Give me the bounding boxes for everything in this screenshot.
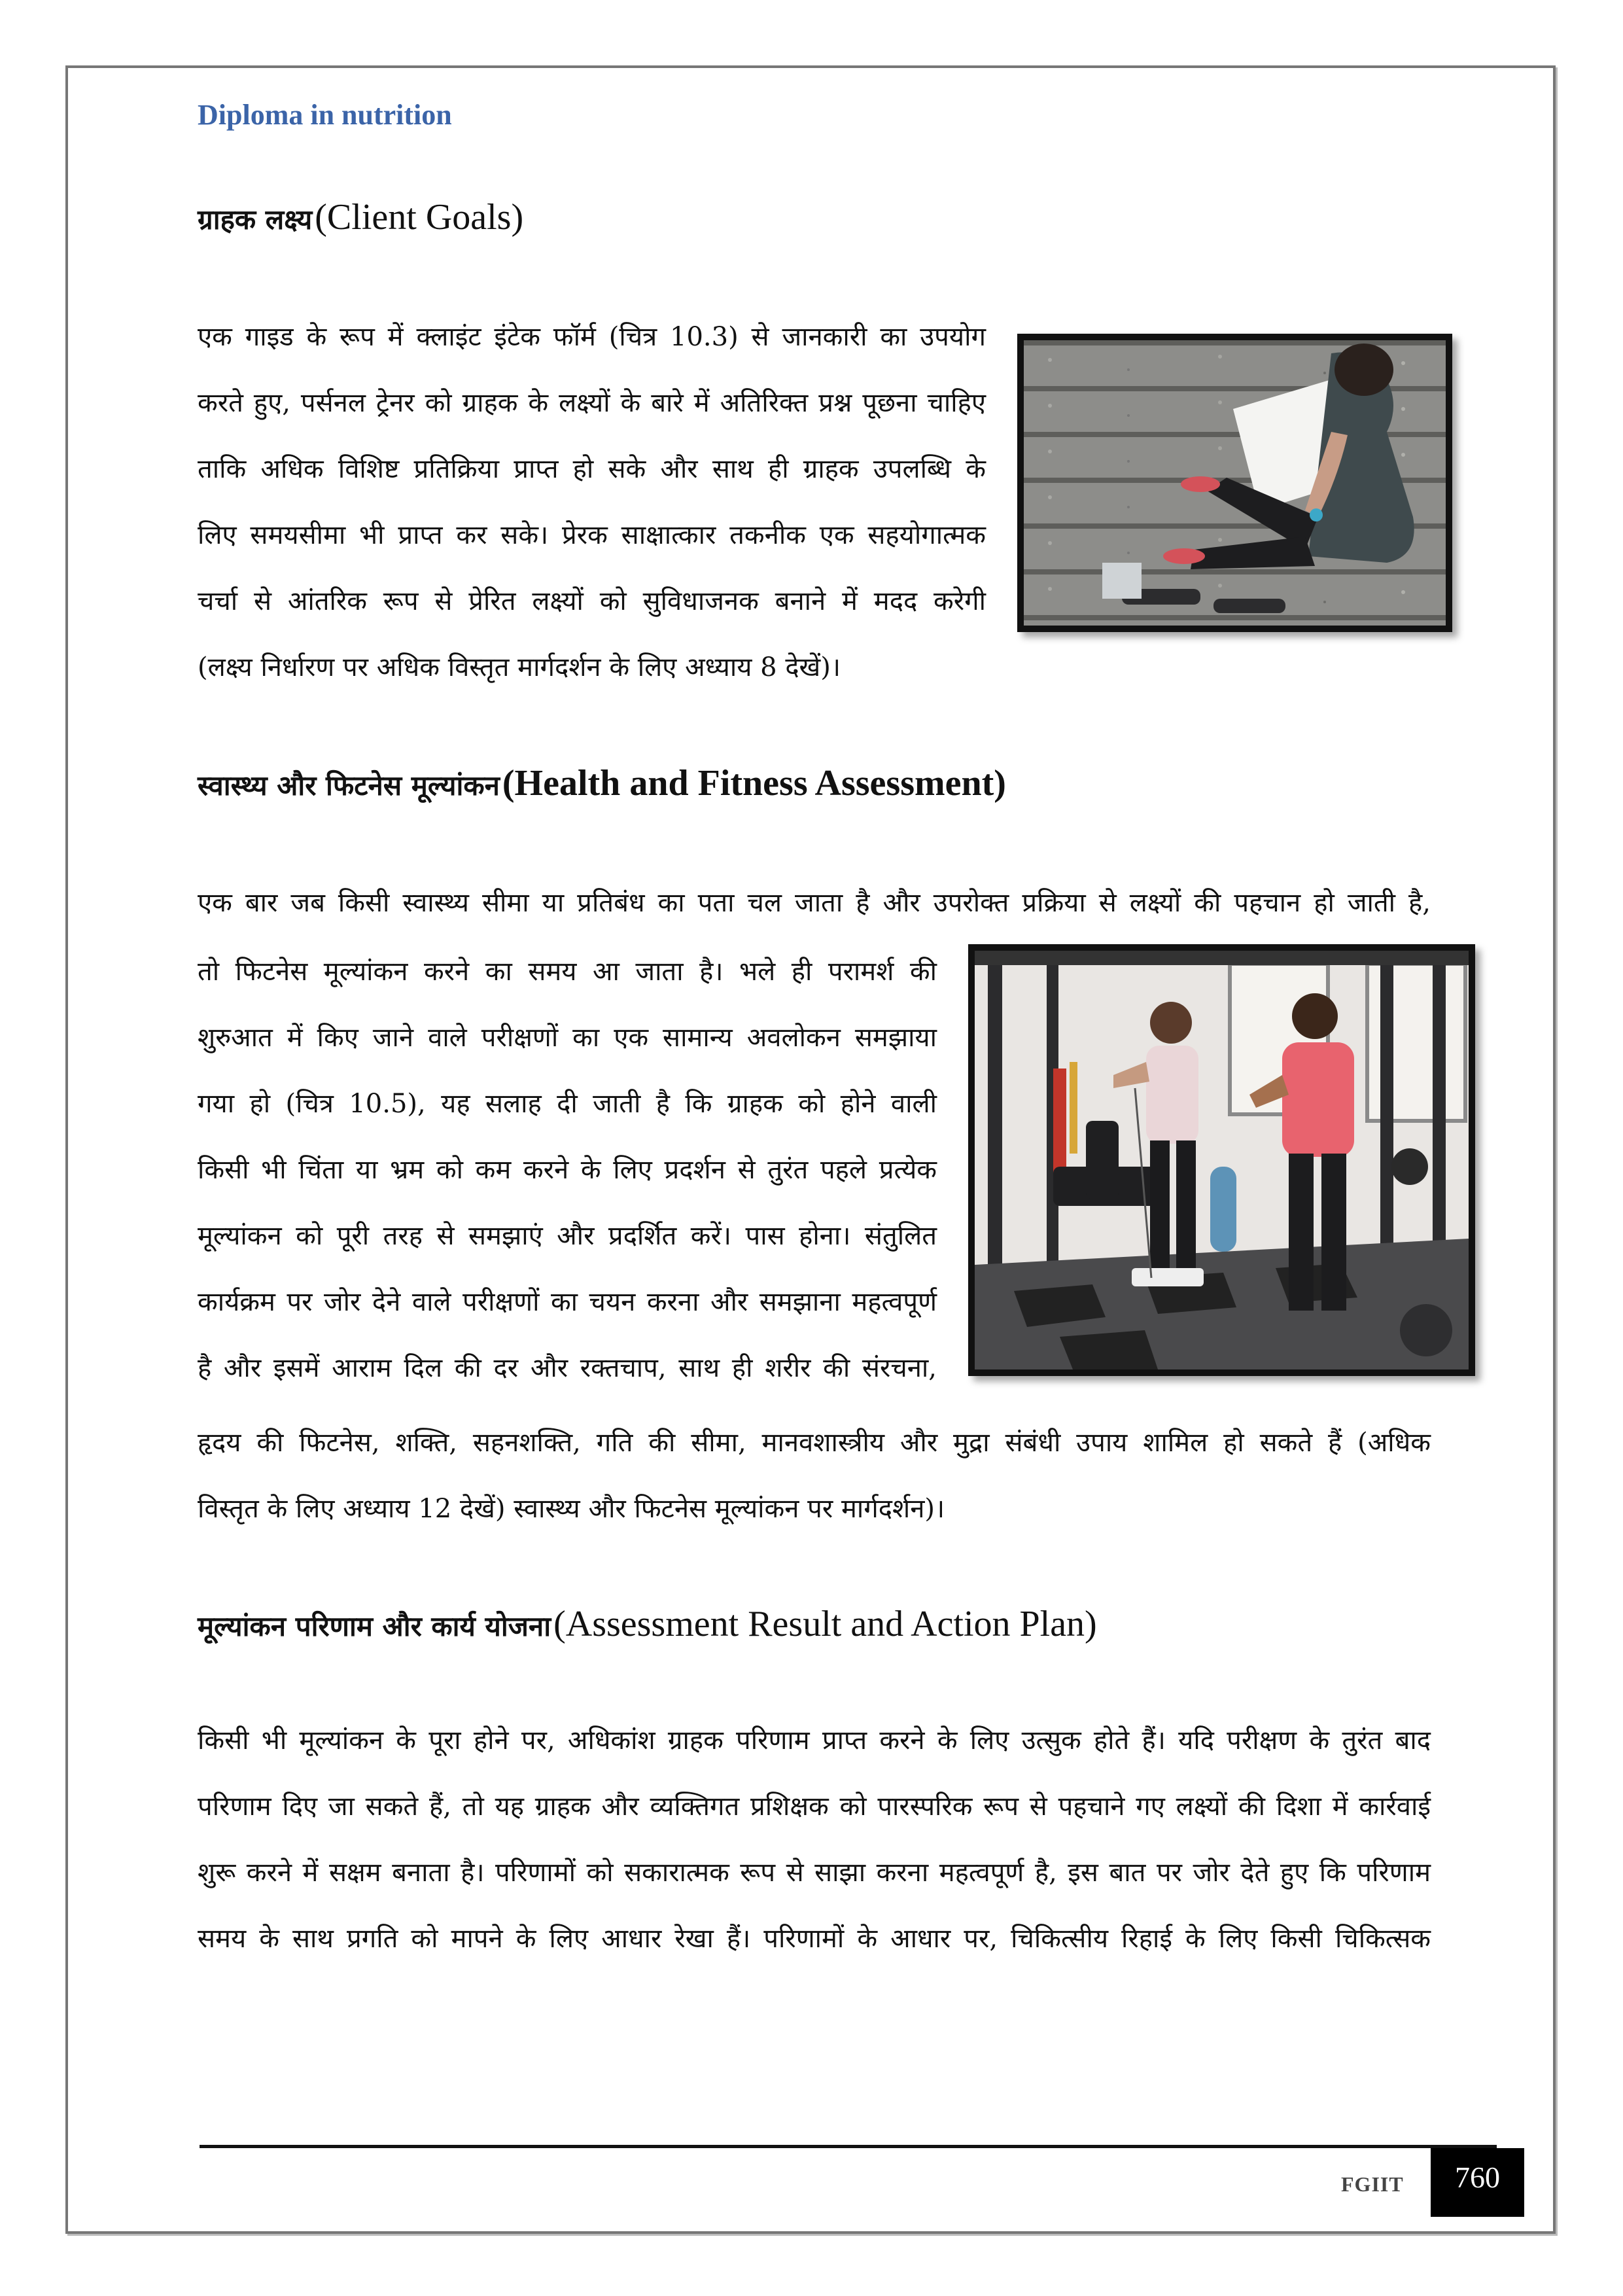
text-line: शुरुआत में किए जाने वाले परीक्षणों का एक सामान्य अवलोकन समझाया [198, 1023, 937, 1053]
text-line: समय के साथ प्रगति को मापने के लिए आधार रेखा हैं। परिणामों के आधार पर, चिकित्सीय रिहाई के लिए किसी चिकित्सक [198, 1924, 1431, 1954]
paragraph-health-fitness-tail [198, 1410, 1431, 1542]
text-line: चर्चा से आंतरिक रूप से प्रेरित लक्ष्यों को सुविधाजनक बनाने में मदद करेगी [198, 586, 986, 616]
text-line: लिए समयसीमा भी प्राप्त कर सके। प्रेरक साक्षात्कार तकनीक एक सहयोगात्मक [198, 520, 986, 550]
heading-english: (Health and Fitness Assessment) [502, 763, 1006, 804]
document-header-title: Diploma in nutrition [198, 99, 452, 131]
text-line: विस्तृत के लिए अध्याय 12 देखें) स्वास्थ्य और फिटनेस मूल्यांकन पर मार्गदर्शन)। [198, 1494, 945, 1524]
paragraph-health-fitness-wrapped [198, 939, 937, 1402]
paragraph-assessment-result [198, 1708, 1431, 1972]
text-line: किसी भी चिंता या भ्रम को कम करने के लिए प्रदर्शन से तुरंत पहले प्रत्येक [198, 1155, 937, 1185]
text-line: किसी भी मूल्यांकन के पूरा होने पर, अधिकांश ग्राहक परिणाम प्राप्त करने के लिए उत्सुक होते हैं। यदि परीक्षण के तुरंत बाद [198, 1725, 1431, 1756]
page-number-box [1431, 2148, 1524, 2217]
text-line: मूल्यांकन को पूरी तरह से समझाएं और प्रदर्शित करें। पास होना। संतुलित [198, 1221, 937, 1251]
photo-client-writing-goals [1017, 334, 1452, 632]
heading-english: (Client Goals) [315, 197, 524, 238]
text-line: एक गाइड के रूप में क्लाइंट इंटेक फॉर्म (चित्र 10.3) से जानकारी का उपयोग [198, 322, 986, 352]
client-writing-illustration [1024, 340, 1446, 626]
text-line: (लक्ष्य निर्धारण पर अधिक विस्तृत मार्गदर्शन के लिए अध्याय 8 देखें)। [198, 652, 841, 682]
section-heading-client-goals [198, 196, 523, 238]
section-heading-health-fitness [198, 762, 1006, 804]
text-line: गया हो (चित्र 10.5), यह सलाह दी जाती है कि ग्राहक को होने वाली [198, 1089, 937, 1119]
page-number: 760 [1455, 2161, 1500, 2194]
paragraph-client-goals [198, 304, 986, 701]
text-line: है और इसमें आराम दिल की दर और रक्तचाप, साथ ही शरीर की संरचना, [198, 1353, 937, 1383]
section-heading-assessment-result [198, 1603, 1097, 1645]
text-line: एक बार जब किसी स्वास्थ्य सीमा या प्रतिबंध का पता चल जाता है और उपरोक्त प्रक्रिया से लक्ष्यों की पहचान हो जाती है, [198, 888, 1431, 918]
text-line: तो फिटनेस मूल्यांकन करने का समय आ जाता है। भले ही परामर्श की [198, 957, 937, 987]
gym-assessment-illustration [975, 951, 1469, 1369]
heading-english: (Assessment Result and Action Plan) [553, 1604, 1097, 1644]
text-line: करते हुए, पर्सनल ट्रेनर को ग्राहक के लक्ष्यों के बारे में अतिरिक्त प्रश्न पूछना चाहिए [198, 388, 986, 418]
footer-divider [200, 2145, 1497, 2148]
photo-gym-fitness-assessment [968, 944, 1475, 1376]
paragraph-health-fitness-line1 [198, 870, 1431, 936]
text-line: परिणाम दिए जा सकते हैं, तो यह ग्राहक और व्यक्तिगत प्रशिक्षक को पारस्परिक रूप से पहचाने गए लक्ष्यों की दिशा में कार्रवाई [198, 1792, 1431, 1822]
text-line: हृदय की फिटनेस, शक्ति, सहनशक्ति, गति की सीमा, मानवशास्त्रीय और मुद्रा संबंधी उपाय शामिल हो सकते हैं (अधिक [198, 1428, 1431, 1458]
text-line: ताकि अधिक विशिष्ट प्रतिक्रिया प्राप्त हो सके और साथ ही ग्राहक उपलब्धि के [198, 454, 986, 484]
heading-hindi: मूल्यांकन परिणाम और कार्य योजना [198, 1610, 551, 1642]
footer-org-name: FGIIT [1341, 2172, 1404, 2196]
text-line: कार्यक्रम पर जोर देने वाले परीक्षणों का चयन करना और समझाना महत्वपूर्ण [198, 1287, 937, 1317]
heading-hindi: ग्राहक लक्ष्य [198, 203, 313, 236]
heading-hindi: स्वास्थ्य और फिटनेस मूल्यांकन [198, 769, 500, 802]
text-line: शुरू करने में सक्षम बनाता है। परिणामों को सकारात्मक रूप से साझा करना महत्वपूर्ण है, इस बात पर जोर देते हुए कि परिणाम [198, 1858, 1431, 1888]
